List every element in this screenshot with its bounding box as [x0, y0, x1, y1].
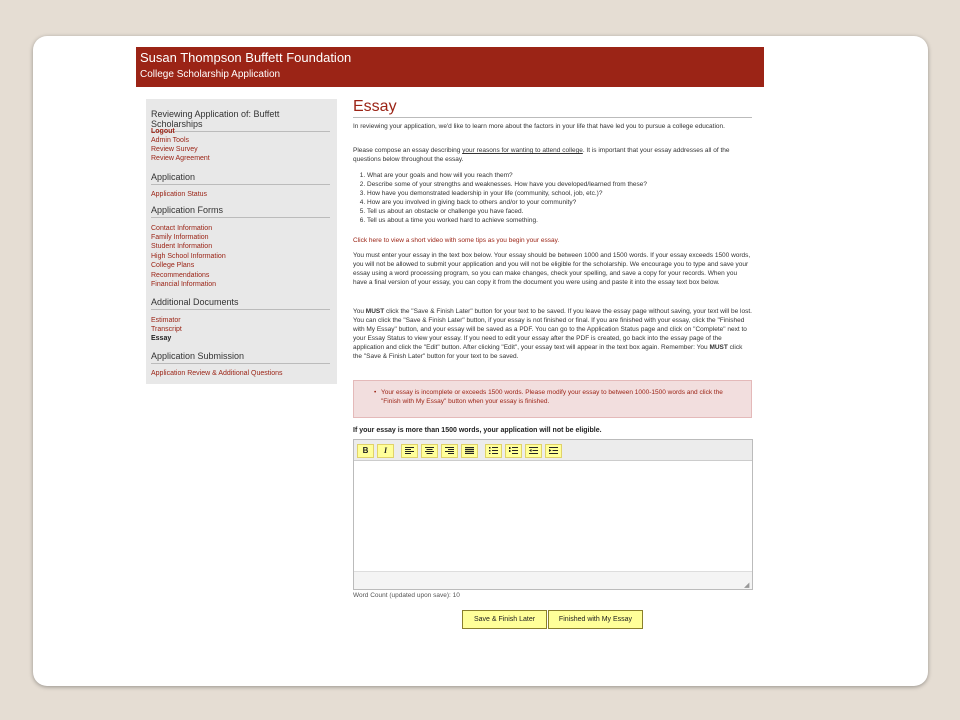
instructions-paragraph: You must enter your essay in the text box below. Your essay should be between 1000 and 1500 words. If your essay exceeds 1500 words, you will not be allowed to submit your application and you will not be eligible for the scholarship. We encourage you to type and save your essay using a word processing program, so you can make changes, check your spelling, and save a copy for your records. When you have a final version of your essay, you can copy it from the document you were using and paste it into the essay text box below.	[353, 252, 751, 287]
application-review-link[interactable]: Application Review & Additional Questions	[151, 370, 283, 377]
question-item: 6. Tell us about a time you worked hard to achieve something.	[367, 216, 752, 225]
align-left-icon[interactable]	[401, 444, 418, 458]
alert-message: Your essay is incomplete or exceeds 1500 words. Please modify your essay to between 1000-1500 words and click the "Finish with My Essay" button when your essay is finished.	[381, 389, 723, 406]
college-plans-link[interactable]: College Plans	[151, 262, 195, 269]
question-item: 4. How are you involved in giving back to others and/or to your community?	[367, 198, 752, 207]
bullet-list-icon[interactable]	[485, 444, 502, 458]
application-status-link[interactable]: Application Status	[151, 191, 208, 198]
must-emphasis: MUST	[365, 308, 385, 315]
bold-button[interactable]: B	[357, 444, 374, 458]
italic-button[interactable]: I	[377, 444, 394, 458]
outdent-icon[interactable]	[525, 444, 542, 458]
family-information-link[interactable]: Family Information	[151, 234, 209, 241]
estimator-link[interactable]: Estimator	[151, 317, 181, 324]
question-item: 2. Describe some of your strengths and weaknesses. How have you developed/learned from these?	[367, 180, 752, 189]
section-heading-application: Application	[151, 172, 330, 185]
foundation-title: Susan Thompson Buffett Foundation	[140, 50, 352, 65]
resize-handle-icon[interactable]: ◢	[744, 582, 750, 589]
video-tips-link[interactable]: Click here to view a short video with some tips as you begin your essay.	[353, 237, 560, 244]
align-right-icon[interactable]	[441, 444, 458, 458]
essay-editor[interactable]	[353, 439, 753, 590]
transcript-link[interactable]: Transcript	[151, 326, 182, 333]
word-count: Word Count (updated upon save): 10	[353, 592, 460, 599]
high-school-information-link[interactable]: High School Information	[151, 253, 226, 260]
finished-with-essay-button[interactable]: Finished with My Essay	[548, 610, 643, 629]
review-survey-link[interactable]: Review Survey	[151, 146, 198, 153]
section-heading-additional: Additional Documents	[151, 297, 330, 310]
sidebar	[146, 99, 337, 384]
align-justify-icon[interactable]	[461, 444, 478, 458]
section-heading-forms: Application Forms	[151, 205, 330, 218]
compose-text-pre: Please compose an essay describing	[353, 147, 463, 154]
section-heading-submission: Application Submission	[151, 351, 330, 364]
must-text-end: click the "Save & Finish Later" button for your text to be saved.	[353, 344, 743, 361]
editor-status-strip	[354, 571, 752, 589]
error-alert	[353, 380, 752, 418]
indent-icon[interactable]	[545, 444, 562, 458]
numbered-list-icon[interactable]	[505, 444, 522, 458]
compose-text-post: . It is important that your essay addresses all of the questions below throughout the essay.	[353, 147, 730, 164]
review-agreement-link[interactable]: Review Agreement	[151, 155, 210, 162]
must-save-paragraph	[353, 307, 752, 362]
contact-information-link[interactable]: Contact Information	[151, 225, 213, 232]
page-title: Essay	[353, 98, 752, 118]
align-center-icon[interactable]	[421, 444, 438, 458]
admin-tools-link[interactable]: Admin Tools	[151, 137, 190, 144]
recommendations-link[interactable]: Recommendations	[151, 272, 210, 279]
intro-paragraph: In reviewing your application, we'd like to learn more about the factors in your life that have led you to pursue a college education.	[353, 123, 725, 130]
must-text-body: click the "Save & Finish Later" button for your text to be saved. If you leave the essay page without saving, your text will be lost. You can click the "Save & Finish Later" button, if your essay is not finished or final. If you are finished with your essay, click the "Finished with My Essay" button, and your essay will be saved as a PDF. You can go to the Application Status page and click on "Complete" next to your Essay Status to view your essay. If you need to edit your essay after the PDF is created, go back into the essay page of the application and click the "Edit" button. After clicking "Edit", your essay text will appear in the text box again. Remember: You	[353, 308, 752, 352]
reasons-link[interactable]: your reasons for wanting to attend college	[462, 147, 583, 154]
student-information-link[interactable]: Student Information	[151, 243, 213, 250]
word-limit-warning: If your essay is more than 1500 words, your application will not be eligible.	[353, 427, 602, 434]
question-item: 5. Tell us about an obstacle or challenge you have faced.	[367, 207, 752, 216]
must-text-pre: You	[353, 308, 366, 315]
question-item: 1. What are your goals and how will you reach them?	[367, 171, 752, 180]
must-emphasis: MUST	[709, 344, 728, 352]
compose-paragraph	[353, 146, 752, 164]
financial-information-link[interactable]: Financial Information	[151, 281, 216, 288]
save-finish-later-button[interactable]: Save & Finish Later	[462, 610, 547, 629]
logout-link[interactable]: Logout	[151, 128, 175, 135]
header-banner	[136, 47, 764, 87]
question-item: 3. How have you demonstrated leadership in your life (community, school, job, etc.)?	[367, 189, 752, 198]
editor-toolbar	[354, 440, 752, 461]
essay-link[interactable]: Essay	[151, 335, 172, 342]
application-subtitle: College Scholarship Application	[140, 69, 281, 80]
questions-list	[353, 171, 752, 226]
bullet-icon: •	[374, 389, 377, 396]
reviewing-heading: Reviewing Application of: Buffett Scholarships	[151, 109, 330, 132]
